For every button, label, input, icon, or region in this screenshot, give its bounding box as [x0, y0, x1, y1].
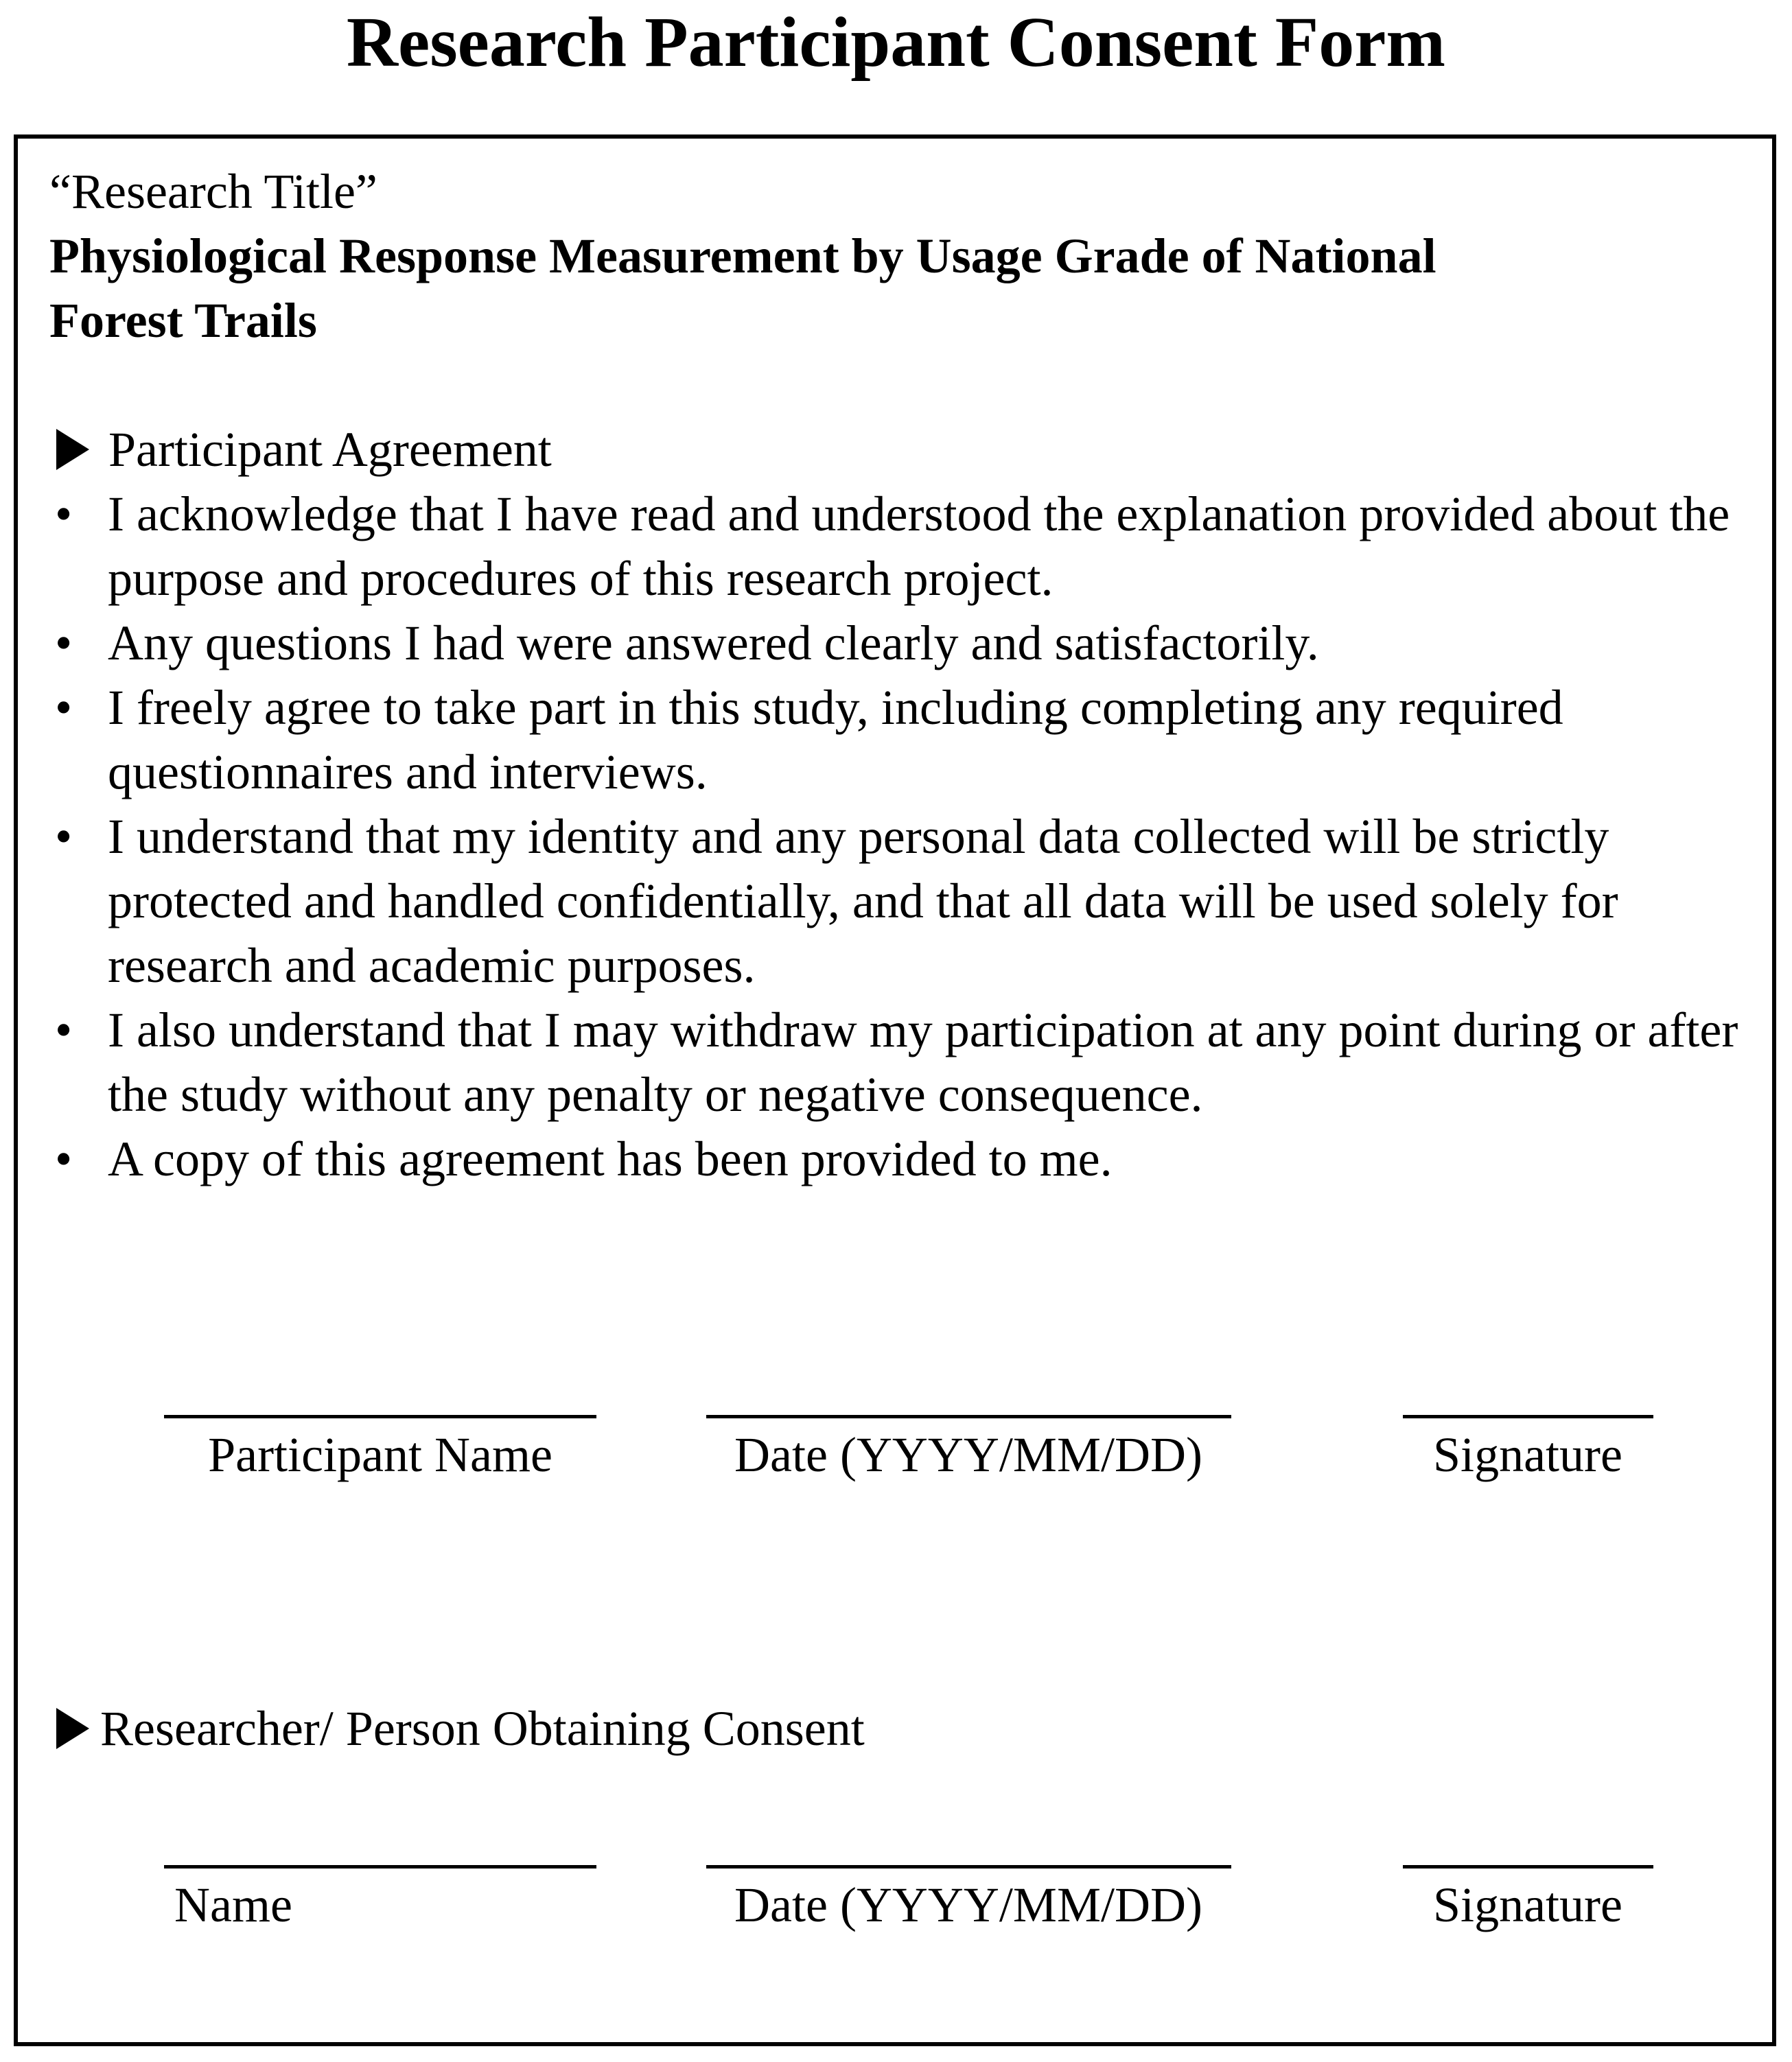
- agreement-item: [49, 611, 1765, 675]
- researcher-heading-text: Researcher/ Person Obtaining Consent: [100, 1701, 865, 1756]
- research-title-line-1: Physiological Response Measurement by Usage Grade of National: [49, 229, 1436, 283]
- researcher-name-label: Name: [174, 1877, 292, 1932]
- participant-signature-line[interactable]: [1403, 1415, 1653, 1418]
- researcher-date-field[interactable]: [687, 1865, 1250, 1937]
- agreement-item: [49, 804, 1765, 998]
- researcher-signature-label: Signature: [1433, 1877, 1622, 1932]
- participant-date-field[interactable]: [687, 1415, 1250, 1487]
- participant-name-line[interactable]: [164, 1415, 596, 1418]
- participant-date-line[interactable]: [706, 1415, 1231, 1418]
- agreement-item: [49, 1127, 1765, 1191]
- researcher-date-label: Date (YYYY/MM/DD): [734, 1877, 1202, 1932]
- bullet-icon: •: [55, 616, 73, 670]
- agreement-item-text: A copy of this agreement has been provided to me.: [108, 1132, 1113, 1186]
- agreement-item-text: I acknowledge that I have read and understood the explanation provided about the purpose and procedures of this research project.: [108, 487, 1730, 606]
- agreement-item: [49, 482, 1765, 611]
- researcher-signature-line[interactable]: [1403, 1865, 1653, 1868]
- research-title-label: “Research Title”: [49, 164, 377, 219]
- researcher-date-line[interactable]: [706, 1865, 1231, 1868]
- bullet-icon: •: [55, 680, 73, 735]
- bullet-icon: •: [55, 809, 73, 864]
- form-content: [49, 159, 1765, 1191]
- agreement-item-text: Any questions I had were answered clearly and satisfactorily.: [108, 616, 1319, 670]
- participant-signature-field[interactable]: [1384, 1415, 1672, 1487]
- agreement-item: [49, 998, 1765, 1127]
- form-title: Research Participant Consent Form: [346, 3, 1446, 82]
- researcher-heading: [49, 1696, 865, 1761]
- participant-name-field[interactable]: [161, 1415, 600, 1487]
- research-title-line-2: Forest Trails: [49, 293, 317, 348]
- agreement-item-text: I freely agree to take part in this study, including completing any required questionnaires and interviews.: [108, 680, 1563, 799]
- agreement-item: [49, 675, 1765, 804]
- participant-signature-row: [18, 1415, 1780, 1552]
- participant-agreement-heading: [49, 417, 1765, 482]
- participant-name-label: Participant Name: [208, 1427, 552, 1482]
- right-triangle-icon: [56, 1708, 89, 1749]
- bullet-icon: •: [55, 1132, 73, 1186]
- agreement-item-text: I also understand that I may withdraw my participation at any point during or after the study without any penalty or negative consequence.: [108, 1003, 1738, 1122]
- bullet-icon: •: [55, 1003, 73, 1057]
- researcher-signature-row: [18, 1865, 1780, 2002]
- agreement-item-text: I understand that my identity and any personal data collected will be strictly protected and handled confidentially, and that all data will be used solely for research and academic purposes.: [108, 809, 1618, 993]
- spacer: [49, 353, 1765, 417]
- participant-signature-label: Signature: [1433, 1427, 1622, 1482]
- researcher-name-field[interactable]: [161, 1865, 600, 1937]
- consent-form-box: [14, 134, 1776, 2046]
- researcher-signature-field[interactable]: [1384, 1865, 1672, 1937]
- participant-date-label: Date (YYYY/MM/DD): [734, 1427, 1202, 1482]
- right-triangle-icon: [56, 429, 89, 470]
- researcher-name-line[interactable]: [164, 1865, 596, 1868]
- participant-agreement-heading-text: Participant Agreement: [108, 422, 552, 477]
- agreement-list: [49, 482, 1765, 1191]
- bullet-icon: •: [55, 487, 73, 541]
